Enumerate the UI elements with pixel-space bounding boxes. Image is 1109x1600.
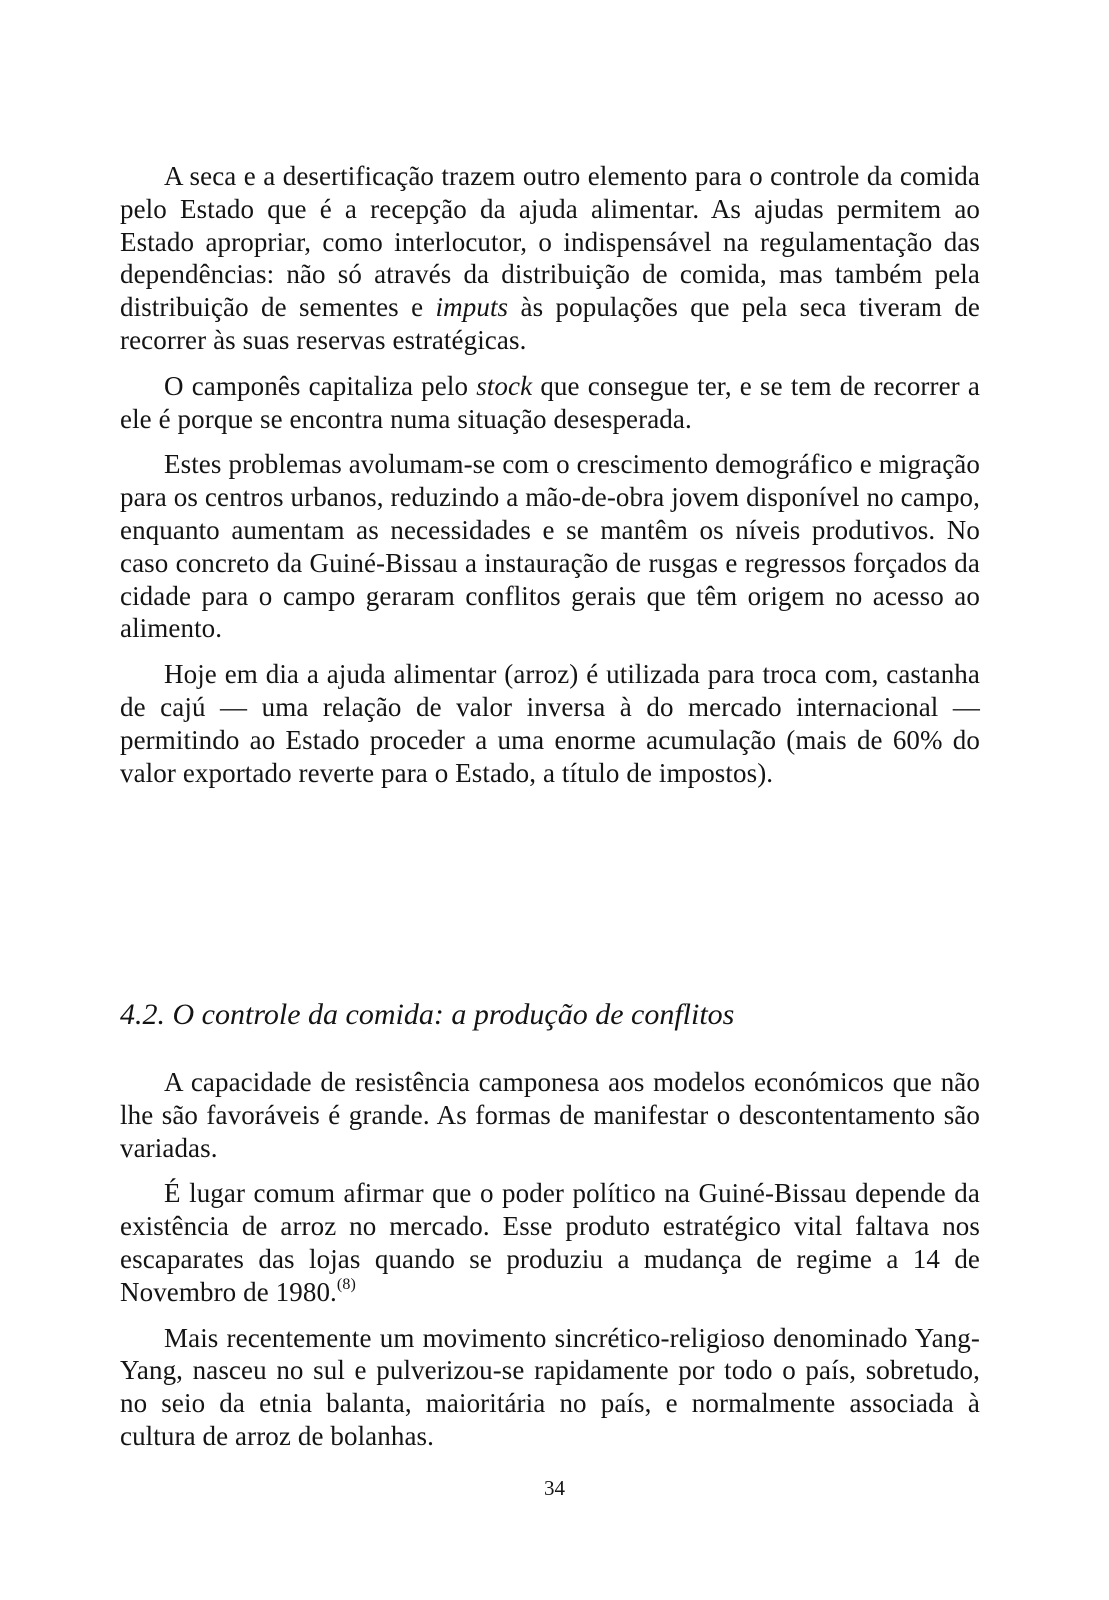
section-heading: 4.2. O controle da comida: a produção de conflitos xyxy=(120,998,735,1031)
paragraph: A capacidade de resistência camponesa aos modelos económicos que não lhe são favoráveis é grande. As formas de manifestar o descontentamento são variadas. xyxy=(120,1067,980,1163)
paragraph: Hoje em dia a ajuda alimentar (arroz) é utilizada para troca com, castanha de cajú — uma relação de valor inversa à do mercado internacional — permitindo ao Estado proceder a uma enorme acumulação (mais de 60% do valor exportado reverte para o Estado, a título de impostos). xyxy=(120,659,980,788)
italic-term: stock xyxy=(476,370,533,401)
italic-term: imputs xyxy=(435,292,509,323)
body-text-top xyxy=(120,160,980,789)
body-text-bottom xyxy=(120,1066,980,1453)
paragraph: O camponês capitaliza pelo stock que consegue ter, e se tem de recorrer a ele é porque se encontra numa situação desesperada. xyxy=(120,370,980,434)
footnote-reference: (8) xyxy=(336,1275,356,1293)
paragraph: Mais recentemente um movimento sincrético-religioso denominado Yang-Yang, nasceu no sul e pulverizou-se rapidamente por todo o país, sobretudo, no seio da etnia balanta, maioritária no país, e normalmente associada à cultura de arroz de bolanhas. xyxy=(120,1322,980,1451)
paragraph: Estes problemas avolumam-se com o crescimento demográfico e migração para os centros urbanos, reduzindo a mão-de-obra jovem disponível no campo, enquanto aumentam as necessidades e se mantêm os níveis produtivos. No caso concreto da Guiné-Bissau a instauração de rusgas e regressos forçados da cidade para o campo geraram conflitos gerais que têm origem no acesso ao alimento. xyxy=(120,449,980,644)
paragraph: A seca e a desertificação trazem outro elemento para o controle da comida pelo Estado que é a recepção da ajuda alimentar. As ajudas permitem ao Estado apropriar, como interlocutor, o indispensável na regulamentação das dependências: não só através da distribuição de comida, mas também pela distribuição de sementes e imputs às populações que pela seca tiveram de recorrer às suas reservas estratégicas. xyxy=(120,161,980,355)
page-number: 34 xyxy=(544,1476,565,1500)
paragraph: É lugar comum afirmar que o poder político na Guiné-Bissau depende da existência de arroz no mercado. Esse produto estratégico vital faltava nos escaparates das lojas quando se produziu a mudança de regime a 14 de Novembro de 1980.$^{(8)}$ xyxy=(120,1178,980,1307)
